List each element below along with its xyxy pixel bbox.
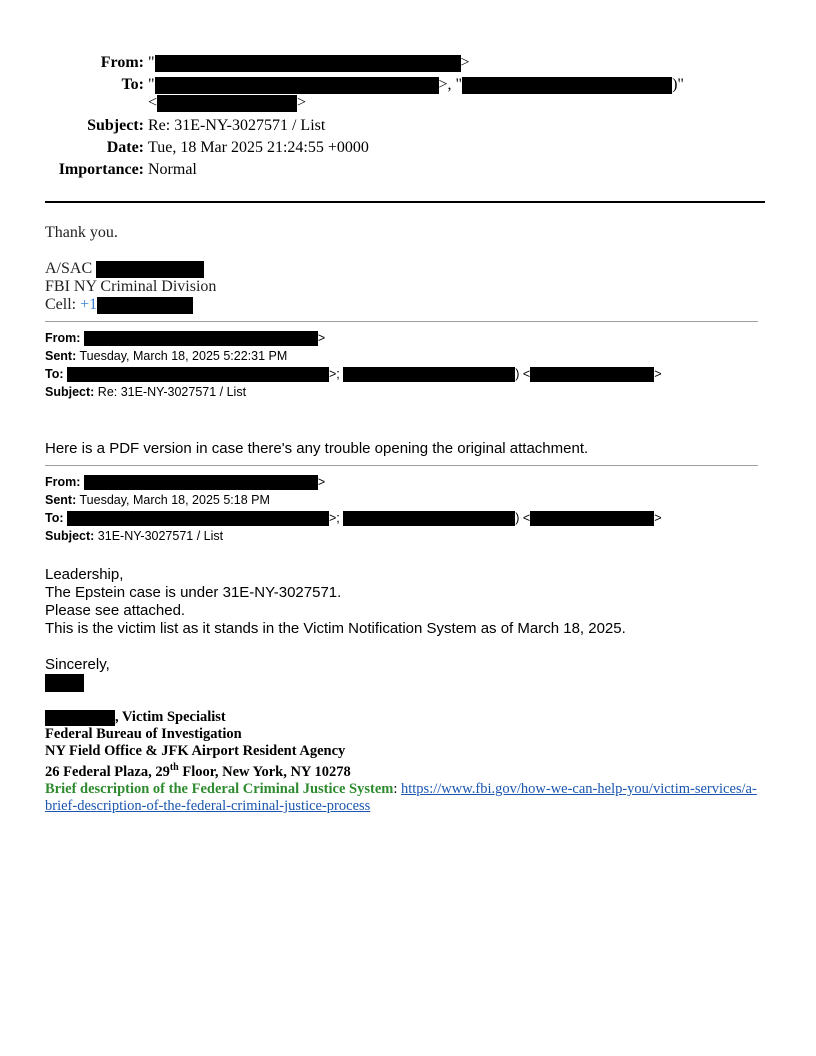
redaction-box [462,77,672,94]
forward-divider-1 [45,321,758,322]
redaction-box [155,55,461,72]
sig-division: FBI NY Criminal Division [45,278,217,295]
sig-link-line: Brief description of the Federal Criminal Justice System: https://www.fbi.gov/how-we-can-help-you/victim-services/a- [45,781,757,797]
fwd1-to: To: >; ) < > [45,367,662,381]
fwd1-body: Here is a PDF version in case there's any trouble opening the original attachment. [45,440,589,457]
fbi-url-link[interactable]: https://www.fbi.gov/how-we-can-help-you/victim-services/a- [401,781,757,797]
to-value-line2: < > [148,94,307,111]
fbi-url-link-continued[interactable]: brief-description-of-the-federal-criminal-justice-process [45,798,371,814]
fwd1-from: From: > [45,331,326,345]
from-label: From: [100,54,144,71]
redaction-box [45,710,115,726]
redaction-box [530,367,654,382]
redaction-box [155,77,439,94]
sig-cell: Cell: +1 [45,296,193,314]
redaction-box [84,331,318,346]
redaction-box [157,95,297,112]
fwd1-sent: Sent: Tuesday, March 18, 2025 5:22:31 PM [45,349,288,363]
redaction-box [343,367,515,382]
redaction-box [67,511,329,526]
redaction-box [84,475,318,490]
sig-address: 26 Federal Plaza, 29th Floor, New York, NY 10278 [45,762,351,780]
fwd2-body-line: Leadership, [45,566,124,583]
cell-number-link[interactable]: +1 [80,296,98,313]
fwd1-subject: Subject: Re: 31E-NY-3027571 / List [45,385,247,399]
link-label: Brief description of the Federal Criminal Justice System [45,781,394,797]
subject-value: Re: 31E-NY-3027571 / List [148,117,326,134]
fwd2-from: From: > [45,475,326,489]
sig-title: A/SAC [45,260,204,278]
importance-label: Importance: [58,161,144,178]
to-label: To: [121,76,144,93]
fwd2-body-line: The Epstein case is under 31E-NY-3027571. [45,584,342,601]
fwd2-to: To: >; ) < > [45,511,662,525]
date-value: Tue, 18 Mar 2025 21:24:55 +0000 [148,139,369,156]
closing: Sincerely, [45,656,110,673]
redaction-box [45,674,84,692]
fwd2-body-line: This is the victim list as it stands in the Victim Notification System as of March 18, 2025. [45,620,626,637]
redaction-box [67,367,329,382]
redaction-box [97,297,193,314]
to-value: " >, " )" [148,76,684,93]
sig-office: NY Field Office & JFK Airport Resident Agency [45,743,346,759]
importance-value: Normal [148,161,197,178]
subject-label: Subject: [87,117,144,134]
date-label: Date: [106,139,144,156]
forward-divider-2 [45,465,758,466]
redaction-box [530,511,654,526]
fwd2-body-line: Please see attached. [45,602,186,619]
sig-org: Federal Bureau of Investigation [45,726,242,742]
redaction-box [343,511,515,526]
fwd2-subject: Subject: 31E-NY-3027571 / List [45,529,224,543]
from-value: " > [148,54,470,71]
redaction-box [96,261,204,278]
fwd2-sent: Sent: Tuesday, March 18, 2025 5:18 PM [45,493,270,507]
reply-text: Thank you. [45,224,118,241]
sig-name-title: , Victim Specialist [45,709,226,726]
header-divider [45,201,765,203]
sig-link-line2 [45,798,370,815]
